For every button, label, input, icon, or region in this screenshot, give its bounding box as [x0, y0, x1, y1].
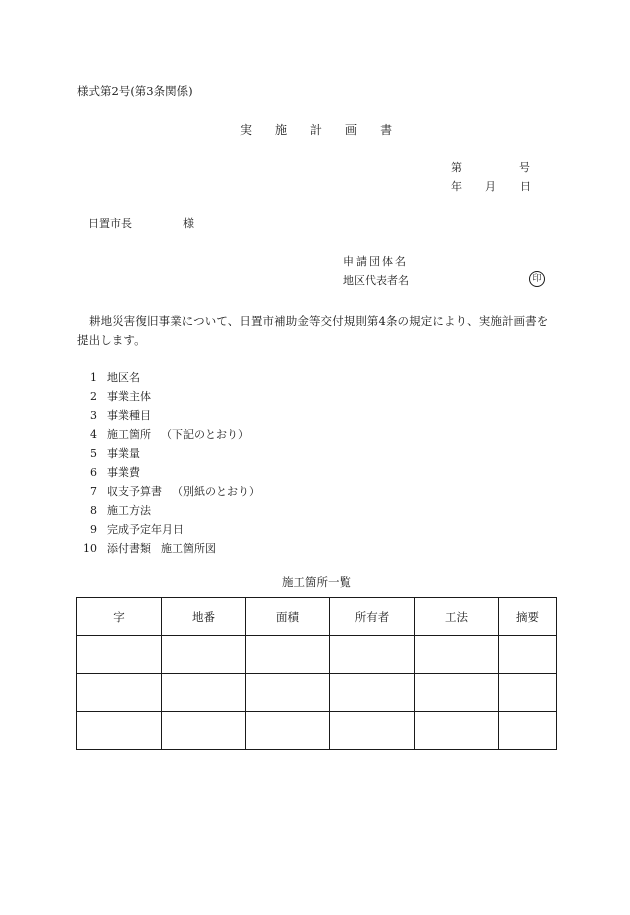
table-cell[interactable] [415, 636, 499, 674]
item-number: 6 [90, 466, 97, 479]
table-cell[interactable] [415, 712, 499, 750]
table-row [77, 712, 557, 750]
title-char: 計 [310, 123, 323, 137]
item-number: 4 [90, 428, 97, 441]
table-cell[interactable] [162, 674, 246, 712]
list-item [77, 444, 260, 463]
list-item [77, 406, 260, 425]
table-cell[interactable] [415, 674, 499, 712]
table-row [77, 636, 557, 674]
column-header-method: 工法 [415, 598, 499, 636]
table-cell[interactable] [330, 636, 415, 674]
item-number: 2 [90, 390, 97, 403]
addressee-name: 日置市長 [88, 217, 132, 230]
item-number: 3 [90, 409, 97, 422]
table-cell[interactable] [499, 674, 557, 712]
column-header-remarks: 摘要 [499, 598, 557, 636]
list-item [77, 482, 260, 501]
item-label: 事業量 [107, 447, 140, 460]
table-caption: 施工箇所一覧 [282, 575, 351, 589]
reference-number-label: 第 [451, 161, 462, 174]
column-header-owner: 所有者 [330, 598, 415, 636]
list-item [77, 520, 260, 539]
item-label: 施工方法 [107, 504, 151, 517]
item-note: 施工箇所図 [161, 542, 216, 555]
list-item [77, 539, 260, 558]
list-item [77, 501, 260, 520]
item-note: （下記のとおり） [161, 428, 249, 441]
title-char: 画 [345, 123, 358, 137]
item-label: 事業費 [107, 466, 140, 479]
applicant-group-label: 申請団体名 [343, 255, 408, 268]
table-cell[interactable] [162, 712, 246, 750]
item-list [77, 368, 260, 558]
table-cell[interactable] [499, 712, 557, 750]
title-char: 施 [275, 123, 288, 137]
table-cell[interactable] [330, 712, 415, 750]
item-label: 地区名 [107, 371, 140, 384]
column-header-menseki: 面積 [246, 598, 330, 636]
seal-mark: 印 [529, 271, 545, 287]
document-title [240, 124, 392, 136]
item-number: 10 [83, 542, 97, 555]
site-list-table [76, 597, 557, 750]
column-header-aza: 字 [77, 598, 162, 636]
table-cell[interactable] [162, 636, 246, 674]
table-cell[interactable] [246, 674, 330, 712]
list-item [77, 387, 260, 406]
table-row [77, 674, 557, 712]
item-number: 7 [90, 485, 97, 498]
item-label: 事業主体 [107, 390, 151, 403]
addressee-honorific: 様 [183, 217, 194, 230]
item-number: 8 [90, 504, 97, 517]
table-cell[interactable] [246, 636, 330, 674]
date-year: 年 [451, 180, 462, 193]
title-char: 書 [380, 123, 393, 137]
item-label: 事業種目 [107, 409, 151, 422]
date-day: 日 [520, 180, 531, 193]
title-char: 実 [240, 123, 253, 137]
table-cell[interactable] [246, 712, 330, 750]
item-label: 施工箇所 [107, 428, 151, 441]
list-item [77, 425, 260, 444]
table-cell[interactable] [330, 674, 415, 712]
date-month: 月 [485, 180, 496, 193]
table-header-row [77, 598, 557, 636]
table-cell[interactable] [77, 636, 162, 674]
item-note: （別紙のとおり） [172, 485, 260, 498]
list-item [77, 463, 260, 482]
table-cell[interactable] [499, 636, 557, 674]
body-text: 耕地災害復旧事業について、日置市補助金等交付規則第4条の規定により、実施計画書を提出します。 [77, 314, 549, 347]
applicant-rep-label: 地区代表者名 [343, 274, 409, 287]
item-label: 収支予算書 [107, 485, 162, 498]
list-item [77, 368, 260, 387]
item-number: 9 [90, 523, 97, 536]
item-label: 完成予定年月日 [107, 523, 184, 536]
form-number: 様式第2号(第3条関係) [77, 84, 193, 98]
item-number: 5 [90, 447, 97, 460]
table-cell[interactable] [77, 674, 162, 712]
column-header-chiban: 地番 [162, 598, 246, 636]
reference-number-suffix: 号 [519, 161, 530, 174]
item-label: 添付書類 [107, 542, 151, 555]
item-number: 1 [90, 371, 97, 384]
table-cell[interactable] [77, 712, 162, 750]
